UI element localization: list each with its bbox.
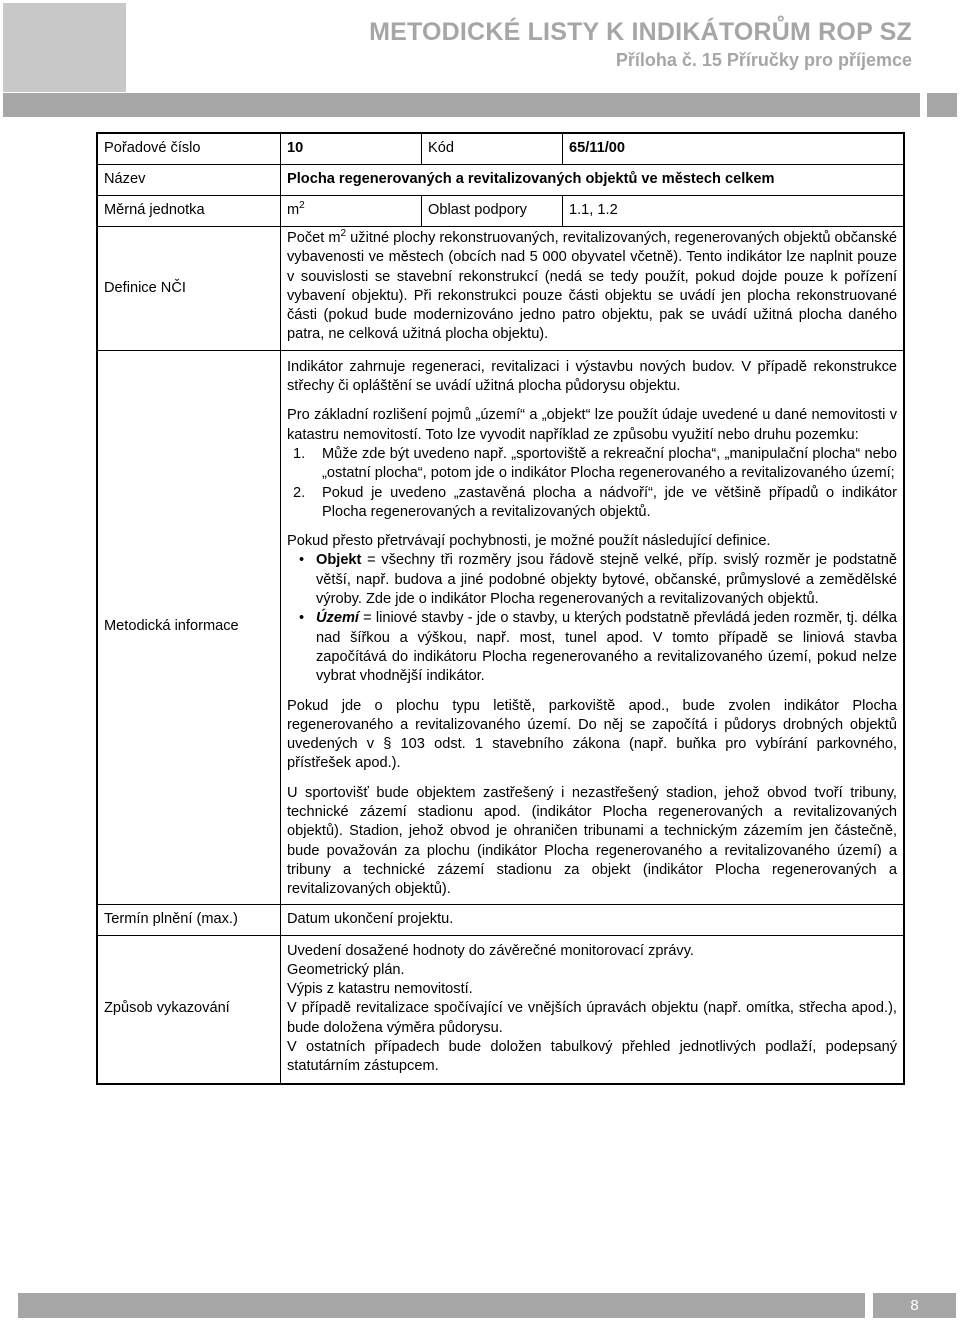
zpusob-line-3: Výpis z katastru nemovitostí. [287,981,473,998]
label-kod: Kód [422,133,563,165]
value-zpusob-vykazovani [281,935,905,1084]
row-definice [97,227,904,351]
unit-superscript: 2 [299,200,305,212]
metodicka-paragraph-3: Pokud přesto přetrvávají pochybnosti, je možné použít následující definice. [287,533,771,550]
row-termin-plneni [97,904,904,935]
value-kod: 65/11/00 [563,133,905,165]
value-merna-jednotka [281,196,422,227]
definice-text: užitné plochy rekonstruovaných, revitalizovaných, regenerovaných objektů občanské vybavenosti ve městech (obcích nad 5 000 obyvatel včetně). Tento indikátor lze naplnit pouze v souvislosti se stavební rekonstrukcí (nedá se tedy použít, pokud dojde pouze k pořízení vybavení objektu). Při rekonstrukci pouze části objektu se uvádí jen plocha rekonstruované části (pokud bude modernizováno jedno patro objektu, pak se uvádí užitná plocha daného patra, ne celková užitná plocha objektu). [287,230,897,343]
footer-bar [18,1293,865,1318]
value-nazev: Plocha regenerovaných a revitalizovaných objektů ve městech celkem [281,165,905,196]
value-poradove-cislo: 10 [281,133,422,165]
bullet-item-uzemi [287,609,897,686]
label-oblast-podpory: Oblast podpory [422,196,563,227]
definice-superscript: 2 [340,228,347,240]
label-metodicka-informace: Metodická informace [97,350,281,904]
document-title: METODICKÉ LISTY K INDIKÁTORŮM ROP SZ [369,18,912,46]
unit-text: m [287,202,300,219]
numbered-item-1-text: Může zde být uvedeno např. „sportoviště a rekreační plocha“, „manipulační plocha“ nebo „ostatní plocha“, potom jde o indikátor Plocha regenerovaného a revitalizovaného území; [322,445,897,482]
zpusob-line-5: V ostatních případech bude doložen tabulkový přehled jednotlivých podlaží, podepsaný statutárním zástupcem. [287,1038,897,1075]
bullet-icon: • [298,610,305,627]
page-number: 8 [873,1293,956,1318]
zpusob-line-2: Geometrický plán. [287,961,405,978]
definice-text-start: Počet m [287,230,341,246]
value-metodicka-informace [281,350,905,904]
numbered-item-2 [287,484,897,523]
value-definice [281,227,905,351]
label-nazev: Název [97,165,281,196]
row-merna-jednotka [97,196,904,227]
label-merna-jednotka: Měrná jednotka [97,196,281,227]
value-oblast-podpory: 1.1, 1.2 [563,196,905,227]
row-metodicka-informace [97,350,904,904]
indicator-table [96,132,905,1085]
document-subtitle: Příloha č. 15 Příručky pro příjemce [615,50,912,70]
bullet-icon: • [298,552,305,569]
metodicka-paragraph-2: Pro základní rozlišení pojmů „území“ a „objekt“ lze použít údaje uvedené u dané nemovitosti v katastru nemovitostí. Toto lze vyvodit například ze způsobu využití nebo druhu pozemku: [287,407,897,443]
numbered-item-2-number: 2. [293,484,306,501]
metodicka-paragraph-5: U sportovišť bude objektem zastřešený i nezastřešený stadion, jehož obvod tvoří tribuny, technické zázemí stadionu apod. (indikátor Plocha regenerovaných a revitalizovaných objektů). Stadion, jehož obvod je ohraničen tribunami a technickým zázemím jen částečně, bude považován za plochu (indikátor Plocha regenerovaného a revitalizovaného území) a tribuny a technické zázemí stadionu za objekt (indikátor Plocha regenerovaných a revitalizovaných objektů). [287,784,897,898]
header-gray-block [3,3,126,92]
header-bar [3,93,920,117]
label-zpusob-vykazovani: Způsob vykazování [97,935,281,1084]
zpusob-line-4: V případě revitalizace spočívající ve vnějších úpravách objektu (např. omítka, střecha apod.), bude doložena výměra půdorysu. [287,1000,897,1036]
row-nazev [97,165,904,196]
numbered-item-2-text: Pokud je uvedeno „zastavěná plocha a nádvoří“, jde ve většině případů o indikátor Plocha regenerovaných a revitalizovaných objektů. [322,484,897,520]
bullet-term-uzemi: Území [316,610,359,627]
bullet-text-objekt: = všechny tři rozměry jsou řádově stejně velké, příp. svislý rozměr je podstatně větší, např. budova a jiné podobné objekty bytové, občanské, průmyslové a zemědělské výroby. Zde jde o indikátor Plocha regenerovaných a revitalizovaných objektů. [316,552,897,608]
label-definice: Definice NČI [97,227,281,351]
bullet-text-uzemi: = liniové stavby - jde o stavby, u kterých podstatně převládá jeden rozměr, tj. délka nad šířkou a výškou, např. most, tunel apod. V tomto případě se liniová stavba započítává do indikátoru Plocha regenerovaného a revitalizovaného území, pokud nelze vybrat vhodnější indikátor. [316,610,897,685]
numbered-item-1-number: 1. [293,445,306,462]
label-poradove-cislo: Pořadové číslo [97,133,281,165]
metodicka-paragraph-4: Pokud jde o plochu typu letiště, parkoviště apod., bude zvolen indikátor Plocha regenerovaného a revitalizovaného území. Do něj se započítá i půdorys drobných objektů uvedených v § 103 odst. 1 stavebního zákona (např. buňka pro vybírání parkovného, přístřešek apod.). [287,697,897,772]
row-zpusob-vykazovani [97,935,904,1084]
bullet-term-objekt: Objekt [316,552,362,569]
zpusob-line-1: Uvedení dosažené hodnoty do závěrečné monitorovací zprávy. [287,942,694,959]
numbered-item-1 [287,445,897,484]
metodicka-paragraph-1: Indikátor zahrnuje regeneraci, revitalizaci i výstavbu nových budov. V případě rekonstrukce střechy či opláštění se uvádí užitná plocha půdorysu objektu. [287,358,897,395]
row-poradove-cislo [97,133,904,165]
label-termin-plneni: Termín plnění (max.) [97,904,281,935]
bullet-item-objekt [287,551,897,609]
header-bar-end [927,93,957,117]
value-termin-plneni: Datum ukončení projektu. [281,904,905,935]
